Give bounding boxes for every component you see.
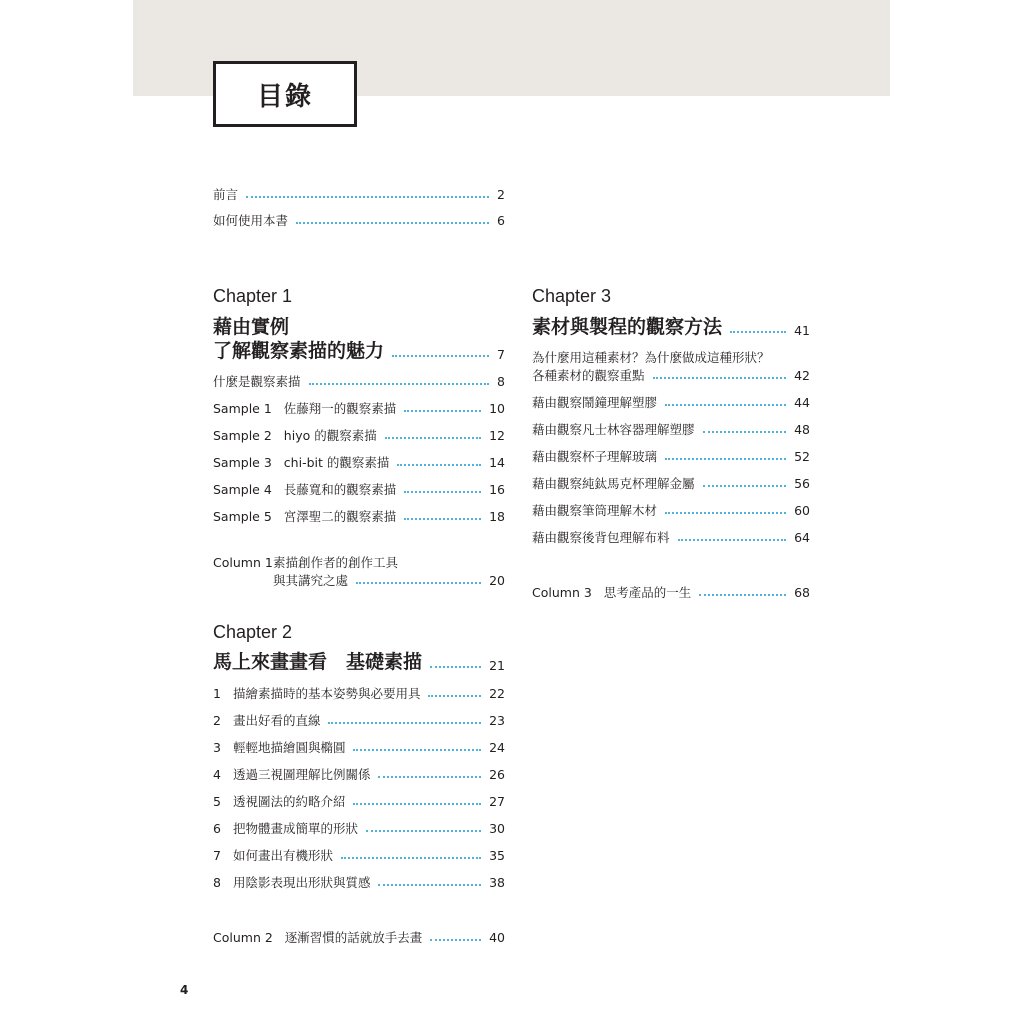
toc-entry[interactable]: [213, 848, 505, 863]
entry-prefix: 7: [213, 848, 221, 863]
toc-entry[interactable]: [532, 368, 810, 383]
entry-page: 64: [794, 530, 810, 545]
dot-leader: [428, 695, 481, 697]
dot-leader: [353, 749, 481, 751]
toc-entry-column2[interactable]: [213, 930, 505, 945]
dot-leader: [309, 383, 490, 385]
dot-leader: [703, 485, 787, 487]
toc-entry[interactable]: [213, 821, 505, 836]
toc-entry[interactable]: [213, 482, 505, 497]
entry-text: 佐藤翔一的觀察素描: [283, 401, 397, 416]
column1-line1: 素描創作者的創作工具: [273, 555, 399, 570]
dot-leader: [397, 464, 481, 466]
dot-leader: [430, 666, 481, 668]
toc-entry-chapter2[interactable]: [213, 651, 505, 673]
dot-leader: [404, 491, 481, 493]
entry-page: 14: [489, 455, 505, 470]
entry-page: 42: [794, 368, 810, 383]
column1-prefix: Column 1: [213, 555, 273, 570]
chapter3-label: Chapter 3: [532, 286, 612, 306]
entry-page: 7: [497, 347, 505, 362]
dot-leader: [385, 437, 481, 439]
toc-entry[interactable]: [213, 740, 505, 755]
toc-entry[interactable]: [213, 455, 505, 470]
toc-entry-column1[interactable]: [273, 573, 505, 588]
entry-prefix: Sample 2: [213, 428, 272, 443]
entry-page: 26: [489, 767, 505, 782]
page-number: 4: [180, 983, 189, 997]
entry-page: 60: [794, 503, 810, 518]
entry-prefix: Sample 4: [213, 482, 272, 497]
entry-page: 12: [489, 428, 505, 443]
entry-text: 藉由觀察凡士林容器理解塑膠: [532, 422, 695, 437]
entry-page: 56: [794, 476, 810, 491]
dot-leader: [404, 410, 481, 412]
entry-page: 30: [489, 821, 505, 836]
entry-page: 10: [489, 401, 505, 416]
entry-text: 描繪素描時的基本姿勢與必要用具: [232, 686, 421, 701]
entry-text: 輕輕地描繪圓與橢圓: [232, 740, 346, 755]
entry-page: 27: [489, 794, 505, 809]
toc-entry[interactable]: [532, 449, 810, 464]
entry-text: 藉由觀察鬧鐘理解塑膠: [532, 395, 658, 410]
entry-prefix: 5: [213, 794, 221, 809]
dot-leader: [665, 458, 786, 460]
entry-prefix: Sample 3: [213, 455, 272, 470]
entry-prefix: 2: [213, 713, 221, 728]
toc-entry[interactable]: [213, 767, 505, 782]
entry-page: 68: [794, 585, 810, 600]
entry-page: 52: [794, 449, 810, 464]
entry-text: 藉由觀察杯子理解玻璃: [532, 449, 658, 464]
toc-entry[interactable]: [213, 713, 505, 728]
dot-leader: [430, 939, 481, 941]
entry-text: 各種素材的觀察重點: [532, 368, 645, 383]
toc-entry[interactable]: [213, 794, 505, 809]
toc-entry-chapter3[interactable]: [532, 316, 810, 338]
chapter3-title: 素材與製程的觀察方法: [532, 316, 723, 338]
dot-leader: [328, 722, 481, 724]
entry-page: 21: [489, 658, 505, 673]
dot-leader: [356, 582, 481, 584]
entry-page: 20: [489, 573, 505, 588]
dot-leader: [296, 222, 489, 224]
dot-leader: [392, 355, 489, 357]
dot-leader: [404, 518, 481, 520]
entry-text: 如何使用本書: [213, 213, 289, 228]
entry-prefix: Sample 5: [213, 509, 272, 524]
entry-text: 長藤寬和的觀察素描: [283, 482, 397, 497]
dot-leader: [699, 594, 786, 596]
dot-leader: [730, 331, 786, 333]
entry-page: 23: [489, 713, 505, 728]
entry-prefix: Column 3: [532, 585, 592, 600]
chapter3-intro-line1: 為什麼用這種素材？為什麼做成這種形狀？: [532, 350, 770, 365]
entry-text: 如何畫出有機形狀: [232, 848, 333, 863]
dot-leader: [353, 803, 481, 805]
entry-page: 35: [489, 848, 505, 863]
toc-entry[interactable]: [532, 503, 810, 518]
dot-leader: [378, 776, 481, 778]
toc-entry[interactable]: [213, 509, 505, 524]
toc-entry[interactable]: [532, 422, 810, 437]
chapter2-label: Chapter 2: [213, 622, 293, 642]
entry-text: 前言: [213, 187, 239, 202]
entry-prefix: 4: [213, 767, 221, 782]
chapter1-title-line2: 了解觀察素描的魅力: [213, 340, 385, 362]
entry-page: 8: [497, 374, 505, 389]
entry-text: 與其講究之處: [273, 573, 349, 588]
entry-text: chi-bit 的觀察素描: [283, 455, 390, 470]
toc-entry-preface[interactable]: [213, 187, 505, 202]
toc-entry-column3[interactable]: [532, 585, 810, 600]
entry-prefix: 3: [213, 740, 221, 755]
entry-text: 用陰影表現出形狀與質感: [232, 875, 371, 890]
dot-leader: [366, 830, 481, 832]
entry-text: hiyo 的觀察素描: [283, 428, 377, 443]
entry-text: 逐漸習慣的話就放手去畫: [284, 930, 423, 945]
entry-page: 41: [794, 323, 810, 338]
dot-leader: [378, 884, 481, 886]
entry-text: 宮澤聖二的觀察素描: [283, 509, 397, 524]
entry-page: 2: [497, 187, 505, 202]
toc-entry[interactable]: [213, 374, 505, 389]
dot-leader: [703, 431, 787, 433]
toc-entry-chapter1[interactable]: [213, 340, 505, 362]
toc-entry[interactable]: [532, 530, 810, 545]
toc-heading-box: [213, 61, 357, 127]
dot-leader: [665, 404, 786, 406]
entry-prefix: Sample 1: [213, 401, 272, 416]
toc-entry[interactable]: [213, 875, 505, 890]
entry-text: 藉由觀察後背包理解布料: [532, 530, 670, 545]
toc-heading: 目錄: [256, 81, 313, 112]
entry-page: 18: [489, 509, 505, 524]
dot-leader: [678, 539, 787, 541]
entry-text: 什麼是觀察素描: [213, 374, 301, 389]
chapter2-title: 馬上來畫畫看 基礎素描: [213, 651, 423, 673]
entry-page: 6: [497, 213, 505, 228]
toc-entry[interactable]: [532, 395, 810, 410]
entry-page: 38: [489, 875, 505, 890]
entry-page: 24: [489, 740, 505, 755]
entry-text: 思考產品的一生: [603, 585, 692, 600]
toc-entry-how-to-use[interactable]: [213, 213, 505, 228]
dot-leader: [665, 512, 786, 514]
entry-page: 48: [794, 422, 810, 437]
dot-leader: [246, 196, 489, 198]
entry-page: 44: [794, 395, 810, 410]
toc-entry[interactable]: [213, 401, 505, 416]
entry-text: 藉由觀察筆筒理解木材: [532, 503, 658, 518]
chapter1-label: Chapter 1: [213, 286, 293, 306]
entry-page: 22: [489, 686, 505, 701]
entry-text: 透視圖法的約略介紹: [232, 794, 346, 809]
toc-entry[interactable]: [213, 686, 505, 701]
chapter1-title-line1: 藉由實例: [213, 316, 290, 338]
entry-prefix: 6: [213, 821, 221, 836]
entry-prefix: Column 2: [213, 930, 273, 945]
dot-leader: [341, 857, 481, 859]
entry-page: 40: [489, 930, 505, 945]
entry-text: 畫出好看的直線: [232, 713, 321, 728]
entry-page: 16: [489, 482, 505, 497]
entry-prefix: 8: [213, 875, 221, 890]
toc-entry[interactable]: [532, 476, 810, 491]
entry-text: 藉由觀察純鈦馬克杯理解金屬: [532, 476, 695, 491]
entry-prefix: 1: [213, 686, 221, 701]
dot-leader: [653, 377, 787, 379]
entry-text: 透過三視圖理解比例關係: [232, 767, 371, 782]
entry-text: 把物體畫成簡單的形狀: [232, 821, 358, 836]
toc-entry[interactable]: [213, 428, 505, 443]
